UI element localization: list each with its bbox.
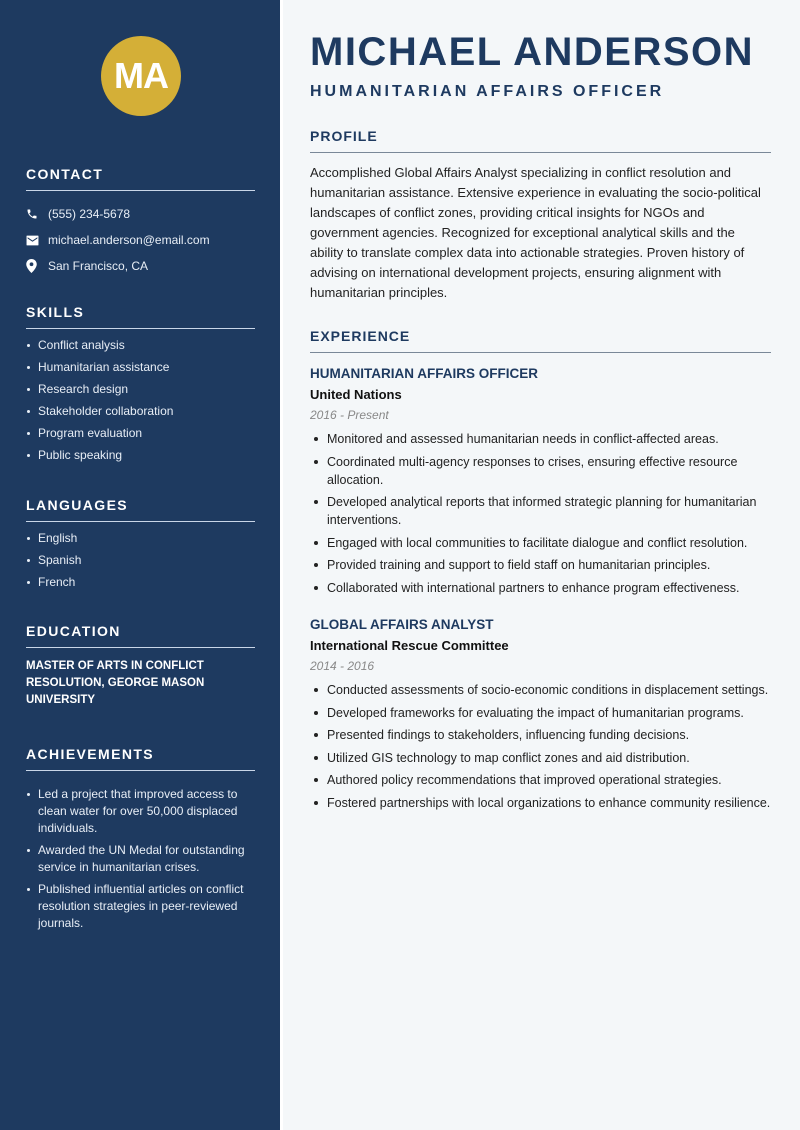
language-item: Spanish xyxy=(26,552,255,569)
sidebar xyxy=(0,0,280,1130)
education-heading: EDUCATION xyxy=(26,623,255,648)
skill-item: Program evaluation xyxy=(26,425,255,442)
job-bullet: Monitored and assessed humanitarian needs in conflict-affected areas. xyxy=(310,430,771,448)
job-title: GLOBAL AFFAIRS ANALYST xyxy=(310,617,494,632)
job-bullets xyxy=(310,681,771,812)
skills-section xyxy=(26,304,255,469)
skill-item: Humanitarian assistance xyxy=(26,359,255,376)
phone-text: (555) 234-5678 xyxy=(48,207,131,221)
email-icon xyxy=(26,235,48,246)
profile-text: Accomplished Global Affairs Analyst specializing in conflict resolution and humanitarian assistance. Extensive experience in evaluating the socio-political landscapes of conflict zones, providing critical insights for NGOs and government agencies. Recognized for exceptional analytical skills and the ability to translate complex data into actionable strategies. Proven history of advising on international development projects, ensuring alignment with humanitarian principles. xyxy=(310,165,761,300)
candidate-name: MICHAEL ANDERSON xyxy=(310,30,755,74)
job-organization: United Nations xyxy=(310,387,402,402)
contact-location xyxy=(26,253,255,279)
language-item: English xyxy=(26,530,255,547)
education-section xyxy=(26,623,255,709)
skills-list xyxy=(26,337,255,464)
sidebar-divider xyxy=(280,0,283,1130)
location-pin-icon xyxy=(26,259,48,273)
phone-icon xyxy=(26,208,48,220)
achievement-item: Led a project that improved access to clean water for over 50,000 displaced individuals. xyxy=(26,786,255,837)
email-text: michael.anderson@email.com xyxy=(48,233,210,247)
job-entry xyxy=(310,617,771,816)
skill-item: Conflict analysis xyxy=(26,337,255,354)
avatar xyxy=(101,36,181,116)
language-item: French xyxy=(26,574,255,591)
job-dates: 2016 - Present xyxy=(310,408,389,422)
skill-item: Stakeholder collaboration xyxy=(26,403,255,420)
contact-email xyxy=(26,227,255,253)
languages-section xyxy=(26,497,255,596)
job-bullet: Collaborated with international partners to enhance program effectiveness. xyxy=(310,579,771,597)
job-bullet: Fostered partnerships with local organizations to enhance community resilience. xyxy=(310,794,771,812)
skills-heading: SKILLS xyxy=(26,304,255,329)
candidate-role: HUMANITARIAN AFFAIRS OFFICER xyxy=(310,83,665,100)
job-bullet: Engaged with local communities to facilitate dialogue and conflict resolution. xyxy=(310,534,771,552)
avatar-initials: MA xyxy=(114,55,168,96)
location-text: San Francisco, CA xyxy=(48,259,149,273)
job-bullet: Authored policy recommendations that improved operational strategies. xyxy=(310,771,771,789)
skill-item: Research design xyxy=(26,381,255,398)
achievement-item: Awarded the UN Medal for outstanding service in humanitarian crises. xyxy=(26,842,255,876)
experience-section xyxy=(310,328,771,353)
skill-item: Public speaking xyxy=(26,447,255,464)
job-organization: International Rescue Committee xyxy=(310,638,509,653)
achievements-list xyxy=(26,786,255,932)
job-bullet: Utilized GIS technology to map conflict zones and aid distribution. xyxy=(310,749,771,767)
contact-list xyxy=(26,201,255,279)
profile-section xyxy=(310,128,771,303)
job-bullet: Conducted assessments of socio-economic conditions in displacement settings. xyxy=(310,681,771,699)
achievement-item: Published influential articles on conflict resolution strategies in peer-reviewed journals. xyxy=(26,881,255,932)
job-bullet: Presented findings to stakeholders, influencing funding decisions. xyxy=(310,726,771,744)
job-bullet: Developed frameworks for evaluating the impact of humanitarian programs. xyxy=(310,704,771,722)
job-bullet: Developed analytical reports that informed strategic planning for humanitarian interventions. xyxy=(310,493,771,529)
contact-section xyxy=(26,166,255,279)
contact-heading: CONTACT xyxy=(26,166,255,191)
job-entry xyxy=(310,366,771,601)
experience-heading: EXPERIENCE xyxy=(310,328,771,353)
achievements-section xyxy=(26,746,255,937)
profile-heading: PROFILE xyxy=(310,128,771,153)
contact-phone xyxy=(26,201,255,227)
job-bullet: Coordinated multi-agency responses to crises, ensuring effective resource allocation. xyxy=(310,453,771,489)
achievements-heading: ACHIEVEMENTS xyxy=(26,746,255,771)
job-dates: 2014 - 2016 xyxy=(310,659,375,673)
languages-heading: LANGUAGES xyxy=(26,497,255,522)
job-title: HUMANITARIAN AFFAIRS OFFICER xyxy=(310,366,538,381)
languages-list xyxy=(26,530,255,591)
job-bullets xyxy=(310,430,771,597)
job-bullet: Provided training and support to field staff on humanitarian principles. xyxy=(310,556,771,574)
education-degree: MASTER OF ARTS IN CONFLICT RESOLUTION, GEORGE MASON UNIVERSITY xyxy=(26,660,205,706)
